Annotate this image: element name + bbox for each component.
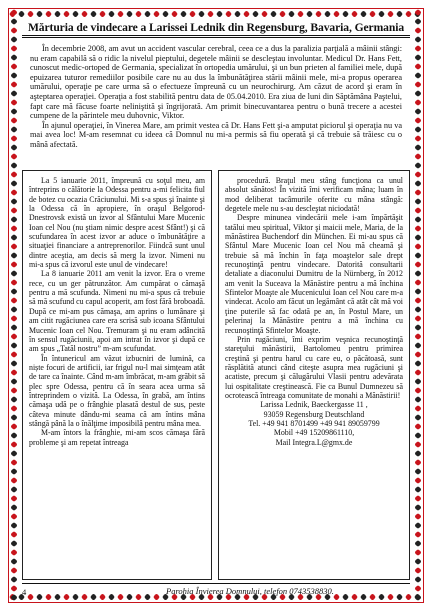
ornament-leaf <box>280 11 286 17</box>
ornament-leaf <box>370 594 376 600</box>
ornament-leaf <box>415 253 421 259</box>
ornament-leaf <box>415 154 421 160</box>
ornament-leaf <box>11 91 17 97</box>
ornament-leaf <box>415 127 421 133</box>
ornament-leaf <box>415 145 421 151</box>
contact-mobile: Mobil +49 15209861110, <box>273 428 355 438</box>
ornament-leaf <box>11 181 17 187</box>
ornament-leaf <box>11 127 17 133</box>
ornament-leaf <box>55 11 61 17</box>
ornament-leaf <box>11 424 17 430</box>
ornament-leaf <box>11 514 17 520</box>
ornament-leaf <box>11 532 17 538</box>
ornament-leaf <box>235 11 241 17</box>
ornament-leaf <box>118 11 124 17</box>
ornament-leaf <box>406 11 412 17</box>
ornament-leaf <box>100 594 106 600</box>
ornament-leaf <box>397 11 403 17</box>
ornament-leaf <box>415 28 421 34</box>
ornament-leaf <box>11 136 17 142</box>
ornament-leaf <box>415 523 421 529</box>
ornament-leaf <box>415 100 421 106</box>
ornament-leaf <box>73 11 79 17</box>
ornament-leaf <box>226 11 232 17</box>
ornament-leaf <box>388 594 394 600</box>
ornament-leaf <box>181 11 187 17</box>
ornament-leaf <box>415 343 421 349</box>
ornament-leaf <box>415 559 421 565</box>
ornament-leaf <box>415 334 421 340</box>
ornament-leaf <box>316 11 322 17</box>
paragraph: La 5 ianuarie 2011, împreună cu soţul meu, am întreprins o călătorie la Odessa pentru a-mi felicita fiul de botez cu ocazia Crăciunului. Mi s-a spus şi înainte şi la Odessa că în apropiere, în oraşul Belgorod-Dnestrovsk există un izvor al Sfântului Mare Mucenic Ioan cel Nou (nu ştiam nimic despre acest Sfânt!) şi că scufundarea în acest izvor ar aduce o îmbunătăţire a situaţiei financiare a antreprenorilor. Fiindcă sunt unul dintre aceştia, am decis să merg la izvor. Nimeni nu mi-a spus că izvorul este unul de vindecare! <box>29 176 205 270</box>
ornament-leaf <box>199 11 205 17</box>
ornament-leaf <box>11 262 17 268</box>
ornament-leaf <box>11 82 17 88</box>
ornament-leaf <box>415 379 421 385</box>
ornament-leaf <box>11 100 17 106</box>
ornament-leaf <box>11 307 17 313</box>
ornament-leaf <box>415 451 421 457</box>
title-underline-double <box>22 37 410 38</box>
ornament-leaf <box>11 154 17 160</box>
title-underline <box>22 35 410 36</box>
ornament-leaf <box>415 19 421 25</box>
ornament-leaf <box>11 172 17 178</box>
ornament-leaf <box>415 10 421 16</box>
intro-paragraph: În ajunul operaţiei, în Vinerea Mare, am primit vestea că Dr. Hans Fett şi-a amputat piciorul şi operaţia nu va mai avea loc! M-am resemnat cu ideea că Domnul nu mi-a permis să fiu operată şi că trebuie să trăiesc cu o mână afectată. <box>30 120 402 149</box>
ornament-leaf <box>415 271 421 277</box>
ornament-leaf <box>136 594 142 600</box>
ornament-leaf <box>271 11 277 17</box>
ornament-leaf <box>11 505 17 511</box>
ornament-leaf <box>11 19 17 25</box>
paragraph: La 8 ianuarie 2011 am venit la izvor. Era o vreme rece, cu un ger pătrunzător. Am cumpărat o cămaşă pentru a mă scufunda. Nimeni nu mi-a spus că trebuie să mă scufund cu capul acoperit, am fost fără broboadă. După ce mi-am pus cămaşa, am aprins o lumânare şi am citit rugăciunea care era scrisă sub icoana Sfântului Mucenic Ioan cel Nou. Tremuram şi nu eram adâncită în sensul rugăciunii, apoi am intrat în izvor şi după ce am spus „Tatăl nostru” m-am scufundat. <box>29 269 205 354</box>
ornament-leaf <box>11 118 17 124</box>
ornament-leaf <box>11 217 17 223</box>
ornament-leaf <box>415 172 421 178</box>
paragraph: Despre minunea vindecării mele i-am împărtăşit tatălui meu spiritual, Viktor şi maicii mele, Maria, de la mănăstirea Buchendorf din München. Ei mi-au spus că Sfântul Mare Mucenic Ioan cel Nou mă cheamă şi trebuie să mă închin în faţa moaştelor sale drept recunoştinţă pentru vindecare. Datorită consultarii detaliate a diaconului Dumitru de la Nürnberg, în 2012 am venit la Suceava la Mănăstire pentru a mă închina Sfintelor Moaşte ale Mucenicului Ioan cel Nou care m-a vindecat. Acolo am făcut un legământ că atât cât mă voi ţine puterile să fac odată pe an, în Postul Mare, un pelerinaj la Mănăstire pentru a mă închina cu recunoştinţă Sfintelor Moaşte. <box>225 213 403 335</box>
ornament-leaf <box>190 11 196 17</box>
ornament-leaf <box>415 496 421 502</box>
ornament-leaf <box>352 11 358 17</box>
ornament-leaf <box>127 11 133 17</box>
ornament-leaf <box>415 595 421 601</box>
ornament-leaf <box>64 11 70 17</box>
ornament-leaf <box>55 594 61 600</box>
ornament-leaf <box>415 424 421 430</box>
ornament-leaf <box>397 594 403 600</box>
ornament-leaf <box>11 55 17 61</box>
ornament-leaf <box>11 298 17 304</box>
ornament-leaf <box>415 514 421 520</box>
ornament-leaf <box>307 11 313 17</box>
ornament-leaf <box>415 586 421 592</box>
ornament-leaf <box>415 541 421 547</box>
ornament-leaf <box>11 496 17 502</box>
ornament-leaf <box>11 235 17 241</box>
ornament-leaf <box>11 397 17 403</box>
ornament-leaf <box>73 594 79 600</box>
ornament-leaf <box>11 559 17 565</box>
ornament-leaf <box>11 550 17 556</box>
ornament-leaf <box>379 594 385 600</box>
ornament-leaf <box>388 11 394 17</box>
ornament-leaf <box>415 361 421 367</box>
ornament-leaf <box>415 478 421 484</box>
ornament-leaf <box>109 594 115 600</box>
page-number: 4 <box>22 587 27 597</box>
ornament-leaf <box>118 594 124 600</box>
ornament-leaf <box>11 334 17 340</box>
ornament-leaf <box>11 244 17 250</box>
ornament-leaf <box>11 109 17 115</box>
ornament-leaf <box>11 451 17 457</box>
ornament-leaf <box>415 289 421 295</box>
ornament-leaf <box>11 415 17 421</box>
ornament-leaf <box>11 406 17 412</box>
contact-email: Mail Integra.L@gmx.de <box>275 437 353 447</box>
ornament-leaf <box>415 550 421 556</box>
ornament-leaf <box>11 316 17 322</box>
ornament-leaf <box>172 11 178 17</box>
ornament-leaf <box>11 190 17 196</box>
ornament-leaf <box>415 325 421 331</box>
ornament-leaf <box>415 226 421 232</box>
ornament-leaf <box>325 11 331 17</box>
ornament-leaf <box>217 11 223 17</box>
ornament-leaf <box>415 280 421 286</box>
ornament-leaf <box>37 11 43 17</box>
ornament-leaf <box>11 208 17 214</box>
ornament-leaf <box>343 11 349 17</box>
ornament-leaf <box>154 594 160 600</box>
ornament-leaf <box>370 11 376 17</box>
ornament-leaf <box>415 235 421 241</box>
ornament-leaf <box>415 91 421 97</box>
ornament-leaf <box>11 352 17 358</box>
ornament-leaf <box>11 253 17 259</box>
ornament-leaf <box>11 163 17 169</box>
ornament-leaf <box>28 594 34 600</box>
ornament-leaf <box>415 163 421 169</box>
ornament-leaf <box>145 11 151 17</box>
ornament-leaf <box>91 11 97 17</box>
ornament-leaf <box>11 586 17 592</box>
ornament-leaf <box>11 568 17 574</box>
ornament-leaf <box>415 487 421 493</box>
ornament-leaf <box>262 11 268 17</box>
ornament-leaf <box>11 487 17 493</box>
ornament-leaf <box>11 64 17 70</box>
ornament-leaf <box>11 145 17 151</box>
paragraph: M-am întors la frânghie, mi-am scos cămaşa fără probleme şi am repetat întreaga <box>29 428 205 447</box>
ornament-leaf <box>343 594 349 600</box>
ornament-leaf <box>415 388 421 394</box>
ornament-leaf <box>289 11 295 17</box>
contact-city: 93059 Regensburg Deutschland <box>263 409 365 419</box>
ornament-leaf <box>415 433 421 439</box>
ornament-leaf <box>11 289 17 295</box>
paragraph: În întunericul am văzut izbucniri de lumină, ca niște focuri de artificii, iar frigul nu-l mai simţeam atât de tare ca înainte. Când m-am îmbrăcat, m-am grăbit să plec spre Odessa, pentru că în seara acea urma să întreprindem o vizită. La Odessa, în grabă, am întins cămaşa udă pe o frânghie plasată destul de sus, peste câteva minute dându-mi seama că am întins mâna stângă până la o înălţime imposibilă pentru mâna mea. <box>29 353 205 428</box>
ornament-leaf <box>11 325 17 331</box>
ornament-leaf <box>11 478 17 484</box>
ornament-leaf <box>11 226 17 232</box>
ornament-leaf <box>91 594 97 600</box>
ornament-leaf <box>82 11 88 17</box>
ornament-leaf <box>361 594 367 600</box>
ornament-leaf <box>11 343 17 349</box>
ornament-leaf <box>11 361 17 367</box>
ornament-leaf <box>100 11 106 17</box>
paragraph: Prin rugăciuni, îmi exprim veşnica recunoştinţă stareţului mănăstirii, Bartolomeu pentru primirea creştină şi pentru harul cu care eu, o păcătoasă, sunt răsplătită atunci când citeşte asupra mea rugăciuni şi acatiste, precum şi călugărului Vlasii pentru adevărata lui ospitalitate creştinească. Fie ca Bunul Dumnezeu să ocrotească întreaga comunitate de monahi a Mănăstirii! <box>225 334 403 400</box>
ornament-leaf <box>415 568 421 574</box>
ornament-leaf <box>415 469 421 475</box>
ornament-leaf <box>163 11 169 17</box>
ornament-leaf <box>415 397 421 403</box>
ornament-leaf <box>64 594 70 600</box>
ornament-leaf <box>298 11 304 17</box>
ornament-leaf <box>415 199 421 205</box>
ornament-leaf <box>415 442 421 448</box>
ornament-leaf <box>154 11 160 17</box>
ornament-leaf <box>46 11 52 17</box>
ornament-leaf <box>415 307 421 313</box>
ornament-leaf <box>109 11 115 17</box>
ornament-leaf <box>11 541 17 547</box>
intro-paragraph: În decembrie 2008, am avut un accident vascular cerebral, ceea ce a dus la paralizia parţială a mâinii stângi: nu eram capabilă să o ridic la nivelul pieptului, degetele mâinii se descleştau involuntar. Medicul Dr. Hans Fett, cunoscut medic-ortoped de Germania, specializat în ortopedia umărului, şi un bun prieten al familiei mele, după epuizarea tuturor remediilor posibile care nu au dus la îmbunătăţirea stării mâinii mele, mi-a propus operarea umărului, operaţie pe care urma să o efectueze împreună cu un neurochirurg. Am căzut de acord şi eram în aşteptarea operaţiei. Operaţia a fost stabilită pentru data de 05.04.2010. Era ziua de luni din Săptămâna Paştelui, fapt care mă făcuse foarte neliniştită şi îngrijorată. Am primit binecuvantarea pentru o bună trecere a acestei cumpene de la părintele meu duhovnic, Viktor. <box>30 44 402 121</box>
ornament-leaf <box>415 55 421 61</box>
ornament-leaf <box>244 11 250 17</box>
ornament-leaf <box>415 532 421 538</box>
ornament-leaf <box>11 388 17 394</box>
ornament-leaf <box>352 594 358 600</box>
ornament-leaf <box>415 262 421 268</box>
ornament-leaf <box>415 82 421 88</box>
ornament-leaf <box>415 46 421 52</box>
ornament-leaf <box>415 577 421 583</box>
ornament-leaf <box>379 11 385 17</box>
ornament-leaf <box>11 379 17 385</box>
intro-text <box>30 44 402 150</box>
ornament-leaf <box>415 415 421 421</box>
ornament-leaf <box>127 594 133 600</box>
ornament-leaf <box>11 73 17 79</box>
ornament-leaf <box>11 433 17 439</box>
ornament-leaf <box>11 370 17 376</box>
ornament-leaf <box>208 11 214 17</box>
ornament-leaf <box>28 11 34 17</box>
ornament-leaf <box>11 37 17 43</box>
ornament-leaf <box>11 595 17 601</box>
footer-text: Parohia Învierea Domnului, telefon 0743538830. <box>166 586 334 596</box>
ornament-leaf <box>415 136 421 142</box>
ornament-leaf <box>11 199 17 205</box>
contact-name: Larissa Lednik, Baeckergasse 11 , <box>260 400 368 410</box>
ornament-border-top <box>8 8 424 20</box>
ornament-leaf <box>136 11 142 17</box>
ornament-leaf <box>11 10 17 16</box>
paragraph: procedură. Braţul meu stâng funcţiona ca unul absolut sănătos! În vizită îmi verificam mâna; luam în mod deliberat tacâmurile oferite cu mâna stângă: degetele mele nu s-au descleştat niciodată! <box>225 176 403 214</box>
ornament-border-left <box>8 8 20 603</box>
ornament-leaf <box>415 406 421 412</box>
ornament-leaf <box>415 118 421 124</box>
ornament-border-right <box>412 8 424 603</box>
ornament-leaf <box>11 280 17 286</box>
ornament-leaf <box>415 460 421 466</box>
ornament-leaf <box>11 469 17 475</box>
ornament-leaf <box>11 523 17 529</box>
ornament-leaf <box>11 577 17 583</box>
ornament-leaf <box>11 442 17 448</box>
ornament-leaf <box>415 181 421 187</box>
ornament-leaf <box>415 217 421 223</box>
ornament-leaf <box>415 73 421 79</box>
ornament-leaf <box>415 190 421 196</box>
ornament-leaf <box>415 370 421 376</box>
ornament-leaf <box>415 244 421 250</box>
ornament-leaf <box>415 208 421 214</box>
ornament-leaf <box>145 594 151 600</box>
ornament-leaf <box>334 11 340 17</box>
ornament-leaf <box>253 11 259 17</box>
ornament-leaf <box>415 352 421 358</box>
footer-rule <box>22 583 410 584</box>
ornament-leaf <box>415 64 421 70</box>
ornament-leaf <box>415 505 421 511</box>
left-column <box>22 170 212 580</box>
ornament-leaf <box>415 109 421 115</box>
ornament-leaf <box>334 594 340 600</box>
article-title: Mărturia de vindecare a Larissei Lednik din Regensburg, Bavaria, Germania <box>27 21 405 34</box>
ornament-leaf <box>11 46 17 52</box>
ornament-leaf <box>11 460 17 466</box>
ornament-leaf <box>415 298 421 304</box>
contact-phone: Tel. +49 941 8701499 +49 941 89059799 <box>248 418 380 428</box>
ornament-leaf <box>361 11 367 17</box>
ornament-leaf <box>415 316 421 322</box>
ornament-leaf <box>415 37 421 43</box>
ornament-leaf <box>46 594 52 600</box>
ornament-leaf <box>11 28 17 34</box>
ornament-leaf <box>82 594 88 600</box>
ornament-leaf <box>11 271 17 277</box>
ornament-leaf <box>37 594 43 600</box>
right-column <box>218 170 410 580</box>
ornament-leaf <box>406 594 412 600</box>
